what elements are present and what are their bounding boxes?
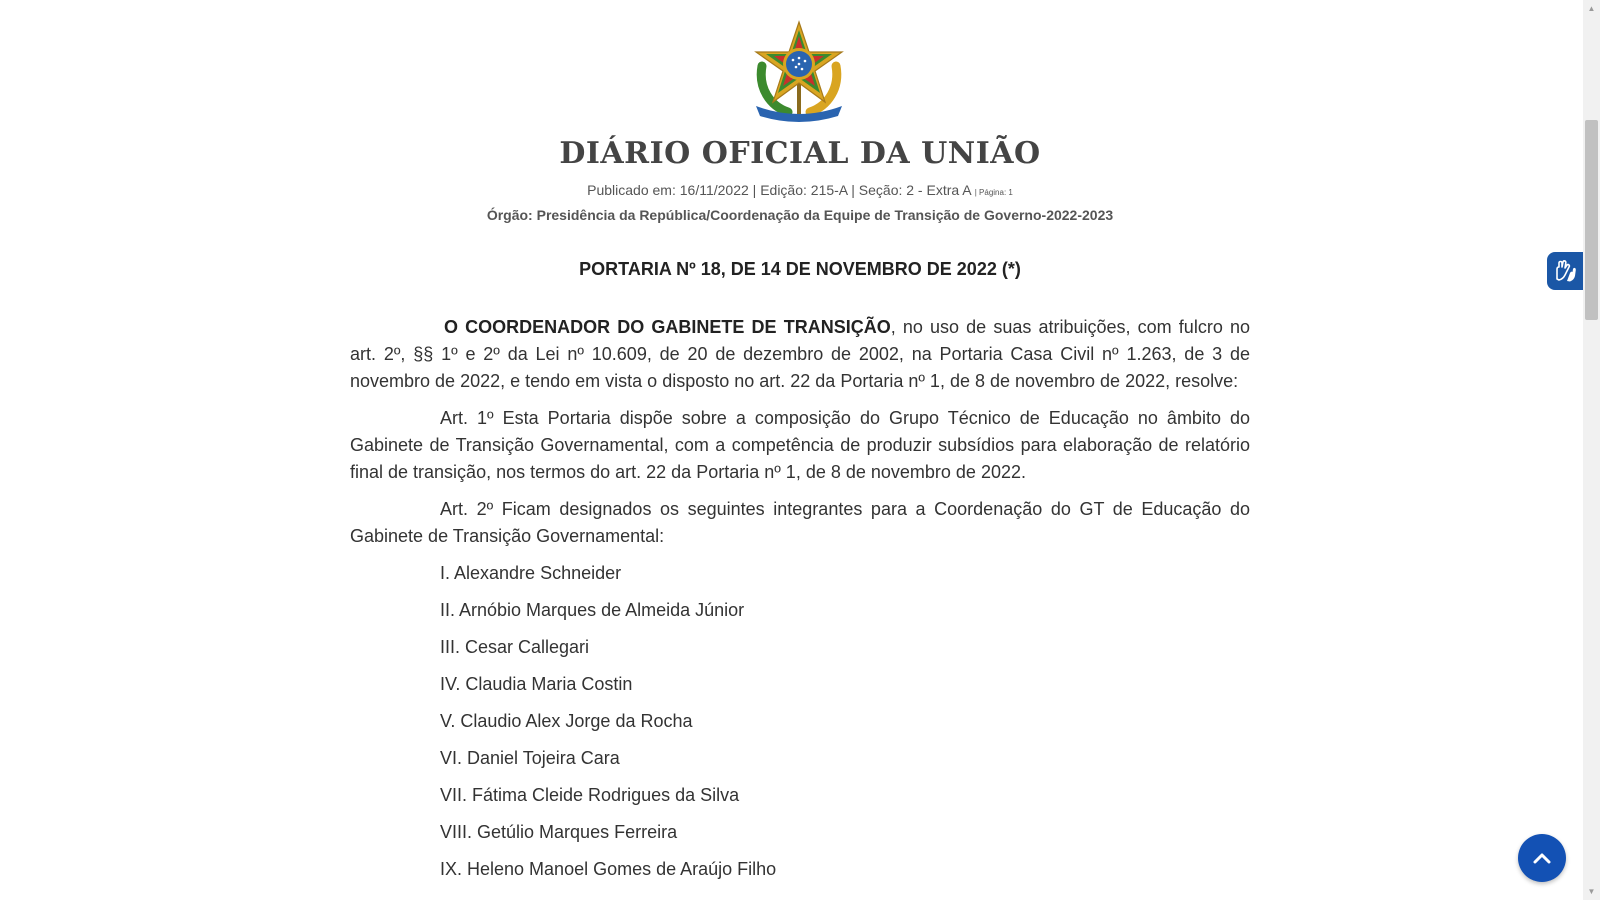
publication-info [0,182,1583,198]
list-item: VIII. Getúlio Marques Ferreira [440,822,678,842]
list-item: II. Arnóbio Marques de Almeida Júnior [440,600,745,620]
scroll-thumb[interactable] [1585,120,1598,320]
portaria-body [350,314,1250,893]
intro-paragraph [350,314,1250,395]
list-item: IV. Claudia Maria Costin [440,674,633,694]
intro-text: , no uso de suas atribuições, com fulcro no art. 2º, §§ 1º e 2º da Lei nº 10.609, de 20 de dezembro de 2002, na Portaria Casa Civil nº 1.263, de 3 de novembro de 2022, e tendo em vista o disposto no art. 22 da Portaria nº 1, de 8 de novembro de 2022, resolve: [350,317,1250,391]
back-to-top-button[interactable] [1518,834,1566,882]
coordenador-heading: O COORDENADOR DO GABINETE DE TRANSIÇÃO [444,317,891,337]
publication-details: Publicado em: 16/11/2022 | Edição: 215-A | Seção: 2 - Extra A [587,182,971,198]
member-list [350,560,1250,893]
list-item: III. Cesar Callegari [440,637,590,657]
list-item: IX. Heleno Manoel Gomes de Araújo Filho [440,859,777,879]
scroll-down-arrow-icon[interactable]: ▼ [1587,887,1596,896]
sign-language-hands-icon [1553,259,1579,283]
page-scrollbar[interactable] [1583,0,1600,900]
list-item: VII. Fátima Cleide Rodrigues da Silva [440,785,740,805]
portaria-title: PORTARIA Nº 18, DE 14 DE NOVEMBRO DE 2022 (*) [579,259,1021,279]
brasao-republica-icon [748,18,850,122]
page-number-note: | Página: 1 [974,188,1013,197]
vlibras-accessibility-button[interactable] [1547,252,1585,290]
scroll-up-arrow-icon[interactable]: ▲ [1587,4,1596,13]
diario-oficial-title: DIÁRIO OFICIAL DA UNIÃO [559,136,1041,171]
orgao-info: Órgão: Presidência da República/Coordenação da Equipe de Transição de Governo-2022-2023 [486,207,1114,223]
list-item: V. Claudio Alex Jorge da Rocha [440,711,693,731]
chevron-up-icon [1532,851,1552,865]
article-1: Art. 1º Esta Portaria dispõe sobre a composição do Grupo Técnico de Educação no âmbito do Gabinete de Transição Governamental, com a competência de produzir subsídios para elaboração de relatório final de transição, nos termos do art. 22 da Portaria nº 1, de 8 de novembro de 2022. [350,408,1250,482]
list-item: VI. Daniel Tojeira Cara [440,748,620,768]
article-2: Art. 2º Ficam designados os seguintes integrantes para a Coordenação do GT de Educação do Gabinete de Transição Governamental: [350,499,1250,546]
list-item: I. Alexandre Schneider [440,563,622,583]
